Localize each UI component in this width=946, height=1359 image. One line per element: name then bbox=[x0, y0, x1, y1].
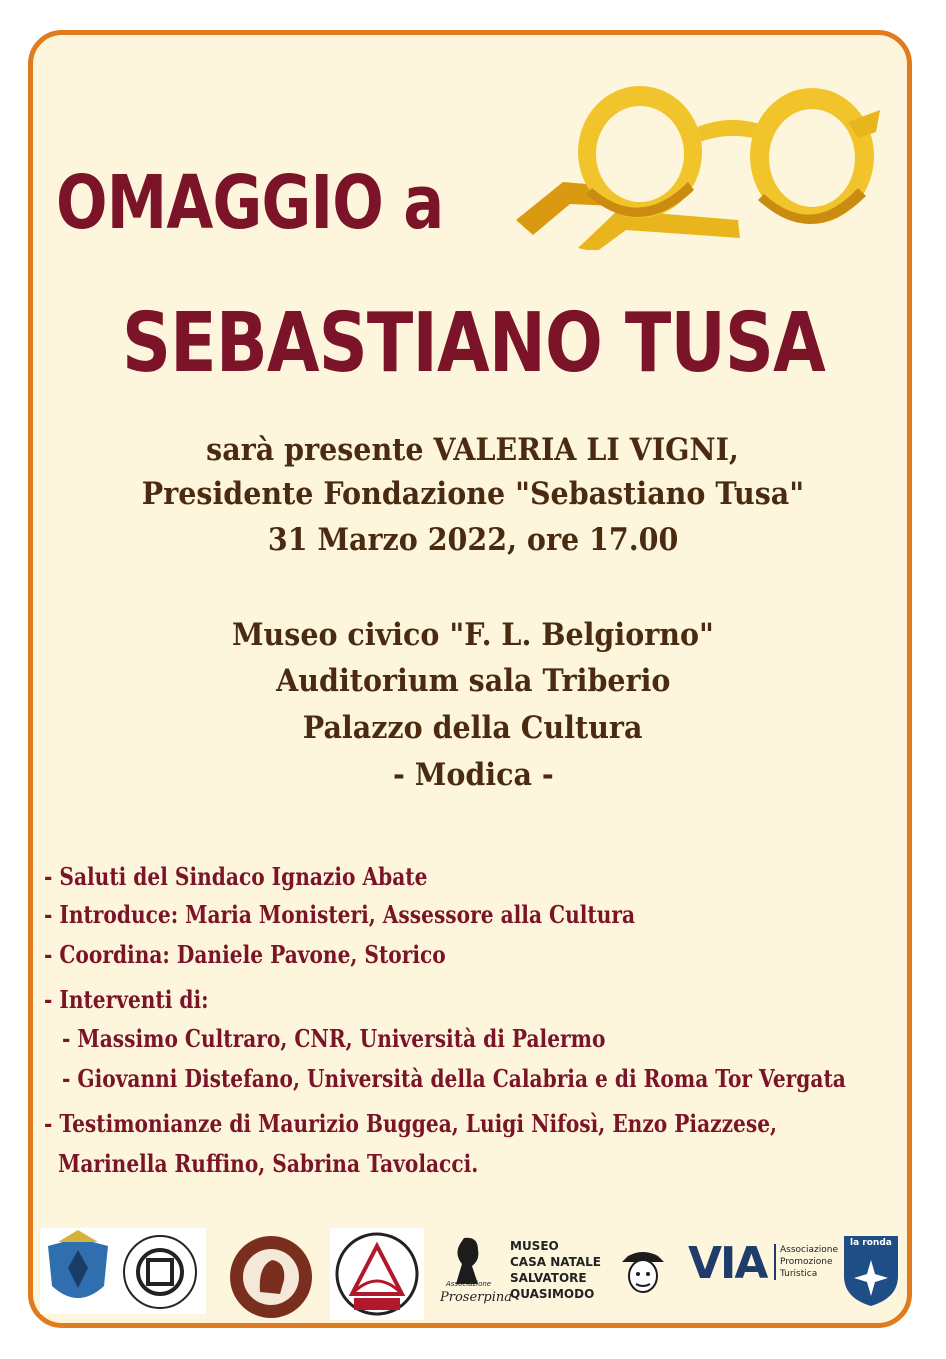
via-assoc-block bbox=[774, 1244, 838, 1280]
presenter-role-text: Presidente Fondazione "Sebastiano Tusa" bbox=[141, 476, 805, 512]
title-line-1: OMAGGIO a bbox=[56, 160, 444, 246]
logo-quasimodo-text bbox=[510, 1238, 601, 1302]
program-item: - Introduce: Maria Monisteri, Assessore alla Cultura bbox=[44, 900, 636, 929]
proserpina-small-text: Associazione bbox=[446, 1280, 492, 1288]
datetime-line bbox=[0, 522, 946, 558]
via-assoc-line: Promozione bbox=[780, 1257, 833, 1267]
venue-line-1 bbox=[0, 617, 946, 653]
quasimodo-line: MUSEO bbox=[510, 1239, 559, 1253]
logo-archeoclub bbox=[330, 1228, 424, 1320]
quasimodo-line: QUASIMODO bbox=[510, 1287, 595, 1301]
datetime-text: 31 Marzo 2022, ore 17.00 bbox=[267, 522, 679, 558]
venue-text-4: - Modica - bbox=[392, 757, 554, 793]
presenter-line bbox=[0, 432, 946, 468]
via-assoc-line: Associazione bbox=[780, 1245, 838, 1255]
venue-text-1: Museo civico "F. L. Belgiorno" bbox=[232, 617, 714, 653]
program-item: - Coordina: Daniele Pavone, Storico bbox=[44, 940, 446, 969]
quasimodo-line: SALVATORE bbox=[510, 1271, 587, 1285]
venue-text-3: Palazzo della Cultura bbox=[303, 710, 643, 746]
quasimodo-portrait-icon bbox=[618, 1248, 668, 1296]
sponsor-logos bbox=[0, 1228, 946, 1318]
proserpina-text: Proserpina bbox=[440, 1290, 512, 1305]
via-logo-text: VIA bbox=[688, 1238, 767, 1289]
program-subitem: - Giovanni Distefano, Università della Calabria e di Roma Tor Vergata bbox=[62, 1064, 846, 1093]
quasimodo-line: CASA NATALE bbox=[510, 1255, 601, 1269]
logo-museo-civico bbox=[230, 1236, 312, 1318]
venue-line-2 bbox=[0, 663, 946, 699]
program-item: - Interventi di: bbox=[44, 985, 209, 1014]
presenter-role-line bbox=[0, 476, 946, 512]
logo-proserpina bbox=[438, 1234, 512, 1316]
archeoclub-emblem-icon bbox=[330, 1228, 424, 1320]
presenter-text: sarà presente VALERIA LI VIGNI, bbox=[206, 432, 740, 468]
title-line-2 bbox=[0, 296, 946, 391]
venue-line-3 bbox=[0, 710, 946, 746]
venue-line-4 bbox=[0, 757, 946, 793]
program-item: - Saluti del Sindaco Ignazio Abate bbox=[44, 862, 428, 891]
warrior-head-icon bbox=[230, 1236, 312, 1318]
logo-modica-unesco bbox=[40, 1228, 206, 1314]
coat-of-arms-icon bbox=[40, 1228, 206, 1314]
program-item: - Testimonianze di Maurizio Buggea, Luigi Nifosì, Enzo Piazzese, bbox=[44, 1109, 778, 1138]
la-ronda-text: la ronda bbox=[850, 1238, 892, 1248]
glasses-icon bbox=[508, 70, 884, 250]
venue-text-2: Auditorium sala Triberio bbox=[275, 663, 671, 699]
via-assoc-line: Turistica bbox=[780, 1269, 818, 1279]
program-subitem: - Massimo Cultraro, CNR, Università di Palermo bbox=[62, 1024, 606, 1053]
title-line-2-text: SEBASTIANO TUSA bbox=[121, 296, 825, 391]
logo-la-ronda bbox=[842, 1232, 900, 1308]
program-item-continued: Marinella Ruffino, Sabrina Tavolacci. bbox=[58, 1149, 479, 1178]
